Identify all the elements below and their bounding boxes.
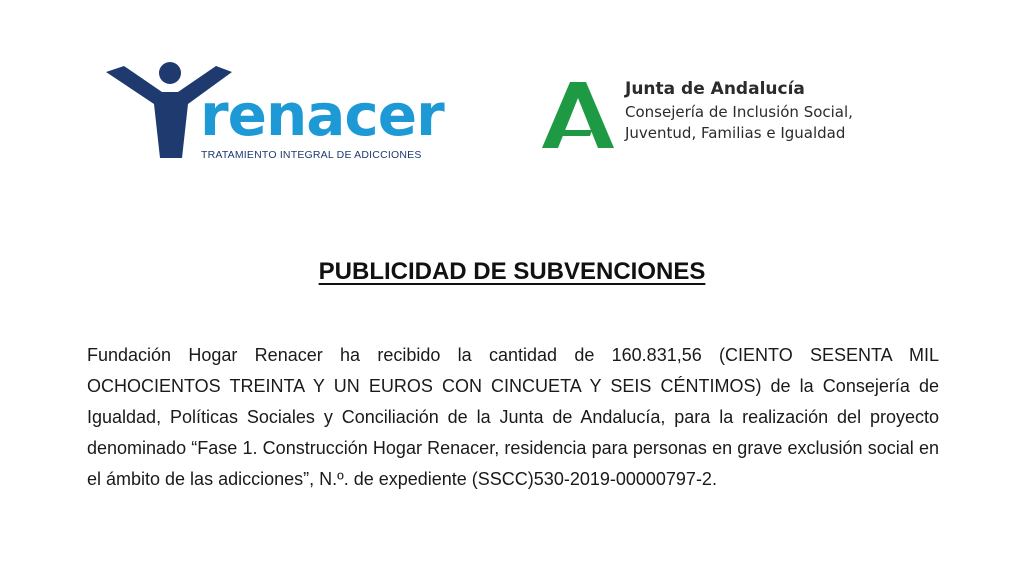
junta-name: Junta de Andalucía xyxy=(625,79,805,99)
document-title: PUBLICIDAD DE SUBVENCIONES xyxy=(318,258,706,285)
junta-andalucia-logo xyxy=(540,76,880,156)
document-body-paragraph: Fundación Hogar Renacer ha recibido la cantidad de 160.831,56 (CIENTO SESENTA MIL OCHOCIENTOS TREINTA Y UN EUROS CON CINCUETA Y SEIS CÉNTIMOS) de la Consejería de Igualdad, Políticas Sociales y Conciliación de la Junta de Andalucía, para la realización del proyecto denominado “Fase 1. Construcción Hogar Renacer, residencia para personas en grave exclusión social en el ámbito de las adicciones”, N.º. de expediente (SSCC)530-2019-00000797-2. xyxy=(87,345,939,489)
junta-dept-line1: Consejería de Inclusión Social, xyxy=(625,103,853,121)
junta-text-block xyxy=(625,76,853,144)
renacer-tagline: TRATAMIENTO INTEGRAL DE ADICCIONES xyxy=(201,149,422,161)
junta-emblem-icon xyxy=(540,80,616,150)
renacer-wordmark: renacer xyxy=(200,81,444,149)
renacer-logo xyxy=(104,62,444,166)
junta-dept-line2: Juventud, Familias e Igualdad xyxy=(625,124,846,142)
